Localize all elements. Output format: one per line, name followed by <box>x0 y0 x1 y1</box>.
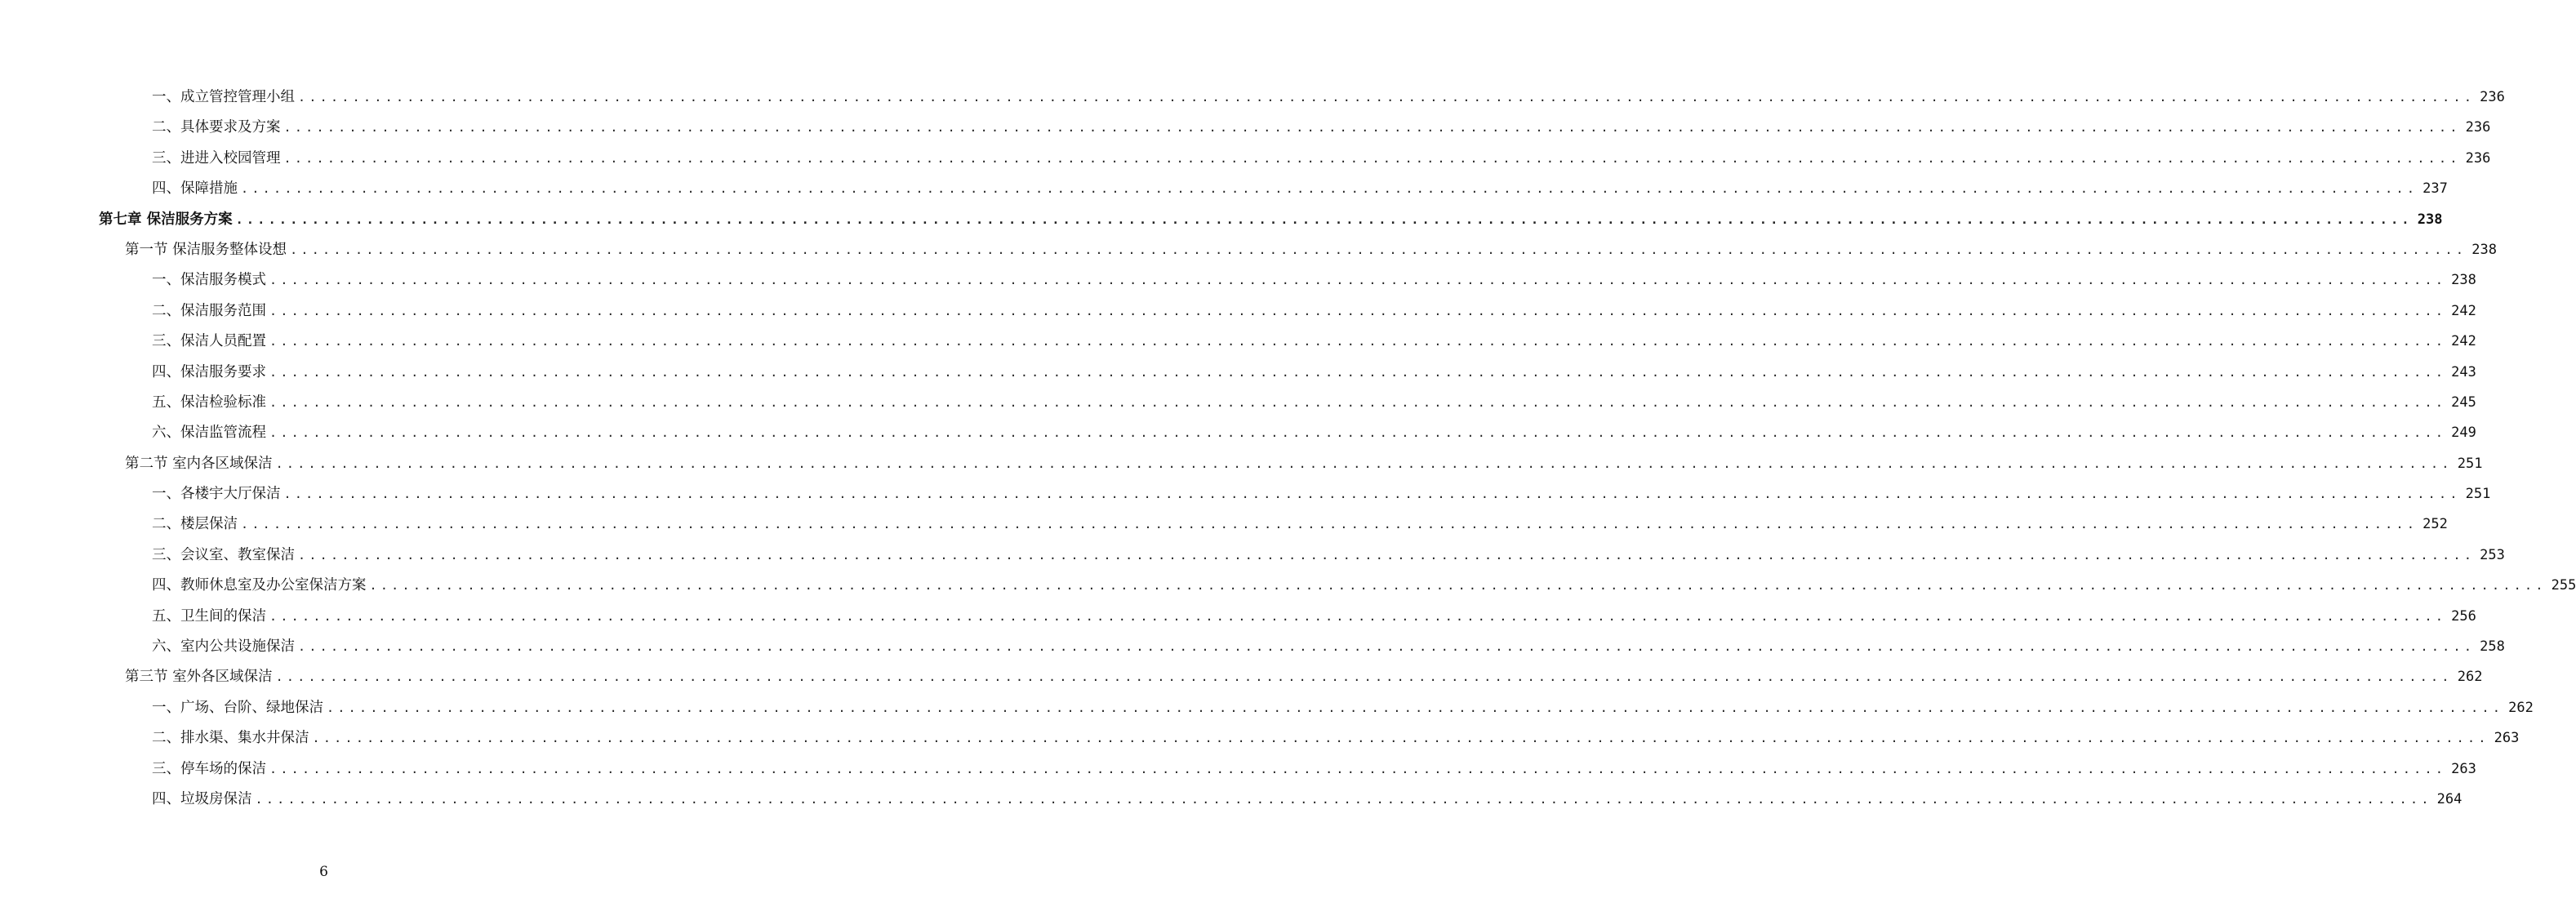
toc-entry-page-number: 238 <box>2417 211 2443 228</box>
toc-dot-leader: ........................................................................................................................................................................................................ <box>369 578 2547 594</box>
toc-entry-label: 一、成立管控管理小组 <box>152 89 295 105</box>
toc-subsection-entry[interactable] <box>152 509 2448 540</box>
toc-entry-label: 一、广场、台阶、绿地保洁 <box>152 699 323 716</box>
toc-dot-leader: ........................................................................................................................................................................................................ <box>283 487 2461 502</box>
toc-entry-page-number: 262 <box>2508 699 2534 716</box>
toc-subsection-entry[interactable] <box>152 113 2491 143</box>
toc-subsection-entry[interactable] <box>152 174 2448 204</box>
toc-chapter-entry[interactable] <box>99 205 2443 235</box>
toc-dot-leader: ........................................................................................................................................................................................................ <box>269 608 2447 624</box>
toc-entry-page-number: 249 <box>2451 425 2476 442</box>
page-number: 6 <box>319 864 328 880</box>
toc-entry-page-number: 256 <box>2451 607 2476 625</box>
toc-dot-leader: ........................................................................................................................................................................................................ <box>269 761 2447 776</box>
toc-dot-leader: ........................................................................................................................................................................................................ <box>298 90 2476 104</box>
toc-subsection-entry[interactable] <box>152 602 2476 632</box>
toc-entry-label: 五、保洁检验标准 <box>152 394 266 411</box>
toc-dot-leader: ........................................................................................................................................................................................................ <box>241 517 2418 532</box>
toc-section-entry[interactable] <box>125 662 2483 692</box>
toc-entry-label: 第七章 保洁服务方案 <box>99 211 233 228</box>
toc-entry-label: 四、垃圾房保洁 <box>152 790 252 807</box>
toc-entry-label: 四、保洁服务要求 <box>152 363 266 380</box>
table-of-contents <box>0 82 2576 815</box>
toc-dot-leader: ........................................................................................................................................................................................................ <box>235 211 2413 227</box>
toc-subsection-entry[interactable] <box>152 388 2476 418</box>
toc-entry-label: 第二节 室内各区域保洁 <box>125 455 273 472</box>
toc-entry-label: 四、保障措施 <box>152 180 238 198</box>
toc-entry-page-number: 238 <box>2451 272 2476 289</box>
toc-dot-leader: ........................................................................................................................................................................................................ <box>269 273 2447 288</box>
toc-subsection-entry[interactable] <box>152 785 2463 815</box>
toc-entry-label: 三、会议室、教室保洁 <box>152 546 295 563</box>
toc-entry-page-number: 245 <box>2451 394 2476 411</box>
toc-entry-page-number: 236 <box>2480 89 2505 105</box>
toc-dot-leader: ........................................................................................................................................................................................................ <box>255 791 2432 807</box>
toc-entry-page-number: 263 <box>2494 730 2520 747</box>
toc-entry-page-number: 251 <box>2465 486 2491 503</box>
toc-dot-leader: ........................................................................................................................................................................................................ <box>327 700 2504 715</box>
toc-dot-leader: ........................................................................................................................................................................................................ <box>298 547 2476 562</box>
toc-entry-page-number: 236 <box>2465 149 2491 167</box>
toc-entry-label: 五、卫生间的保洁 <box>152 607 266 625</box>
toc-subsection-entry[interactable] <box>152 265 2476 296</box>
toc-entry-page-number: 242 <box>2451 302 2476 319</box>
toc-subsection-entry[interactable] <box>152 296 2476 327</box>
toc-dot-leader: ........................................................................................................................................................................................................ <box>283 120 2461 136</box>
toc-entry-page-number: 242 <box>2451 333 2476 350</box>
toc-entry-page-number: 255 <box>2551 577 2576 594</box>
toc-subsection-entry[interactable] <box>152 723 2520 754</box>
toc-entry-page-number: 262 <box>2457 669 2483 686</box>
toc-entry-page-number: 251 <box>2457 455 2483 472</box>
toc-entry-label: 二、保洁服务范围 <box>152 302 266 319</box>
toc-entry-label: 六、室内公共设施保洁 <box>152 638 295 656</box>
toc-entry-label: 二、排水渠、集水井保洁 <box>152 730 309 747</box>
toc-dot-leader: ........................................................................................................................................................................................................ <box>275 669 2453 685</box>
toc-dot-leader: ........................................................................................................................................................................................................ <box>275 456 2453 471</box>
toc-subsection-entry[interactable] <box>152 571 2576 601</box>
toc-entry-page-number: 238 <box>2471 241 2497 258</box>
toc-subsection-entry[interactable] <box>152 358 2476 388</box>
toc-entry-page-number: 243 <box>2451 363 2476 380</box>
toc-dot-leader: ........................................................................................................................................................................................................ <box>312 731 2489 746</box>
toc-dot-leader: ........................................................................................................................................................................................................ <box>269 364 2447 380</box>
toc-entry-page-number: 237 <box>2423 180 2448 198</box>
toc-subsection-entry[interactable] <box>152 632 2505 662</box>
toc-entry-page-number: 264 <box>2436 790 2463 807</box>
toc-entry-label: 三、停车场的保洁 <box>152 760 266 777</box>
toc-dot-leader: ........................................................................................................................................................................................................ <box>241 181 2418 197</box>
toc-subsection-entry[interactable] <box>152 418 2476 448</box>
toc-dot-leader: ........................................................................................................................................................................................................ <box>290 242 2467 257</box>
toc-dot-leader: ........................................................................................................................................................................................................ <box>269 334 2447 349</box>
toc-entry-page-number: 258 <box>2480 638 2505 656</box>
toc-entry-label: 二、具体要求及方案 <box>152 119 281 136</box>
toc-dot-leader: ........................................................................................................................................................................................................ <box>283 150 2461 166</box>
toc-subsection-entry[interactable] <box>152 479 2491 509</box>
toc-entry-label: 一、各楼宇大厅保洁 <box>152 486 281 503</box>
toc-subsection-entry[interactable] <box>152 754 2476 785</box>
toc-entry-label: 一、保洁服务模式 <box>152 272 266 289</box>
toc-entry-page-number: 252 <box>2423 516 2448 533</box>
toc-entry-label: 第三节 室外各区域保洁 <box>125 669 273 686</box>
toc-subsection-entry[interactable] <box>152 327 2476 357</box>
toc-entry-label: 二、楼层保洁 <box>152 516 238 533</box>
toc-entry-label: 第一节 保洁服务整体设想 <box>125 241 287 258</box>
toc-dot-leader: ........................................................................................................................................................................................................ <box>269 425 2447 441</box>
toc-entry-label: 六、保洁监管流程 <box>152 425 266 442</box>
toc-section-entry[interactable] <box>125 449 2483 479</box>
toc-entry-label: 四、教师休息室及办公室保洁方案 <box>152 577 367 594</box>
toc-subsection-entry[interactable] <box>152 144 2491 174</box>
toc-section-entry[interactable] <box>125 235 2497 265</box>
toc-entry-page-number: 236 <box>2465 119 2491 136</box>
toc-entry-label: 三、保洁人员配置 <box>152 333 266 350</box>
toc-entry-page-number: 253 <box>2480 546 2505 563</box>
toc-subsection-entry[interactable] <box>152 540 2505 571</box>
toc-subsection-entry[interactable] <box>152 693 2534 723</box>
toc-entry-label: 三、进进入校园管理 <box>152 149 281 167</box>
toc-entry-page-number: 263 <box>2451 760 2476 777</box>
toc-dot-leader: ........................................................................................................................................................................................................ <box>269 303 2447 318</box>
toc-dot-leader: ........................................................................................................................................................................................................ <box>269 394 2447 410</box>
toc-dot-leader: ........................................................................................................................................................................................................ <box>298 639 2476 655</box>
toc-subsection-entry[interactable] <box>152 82 2505 113</box>
